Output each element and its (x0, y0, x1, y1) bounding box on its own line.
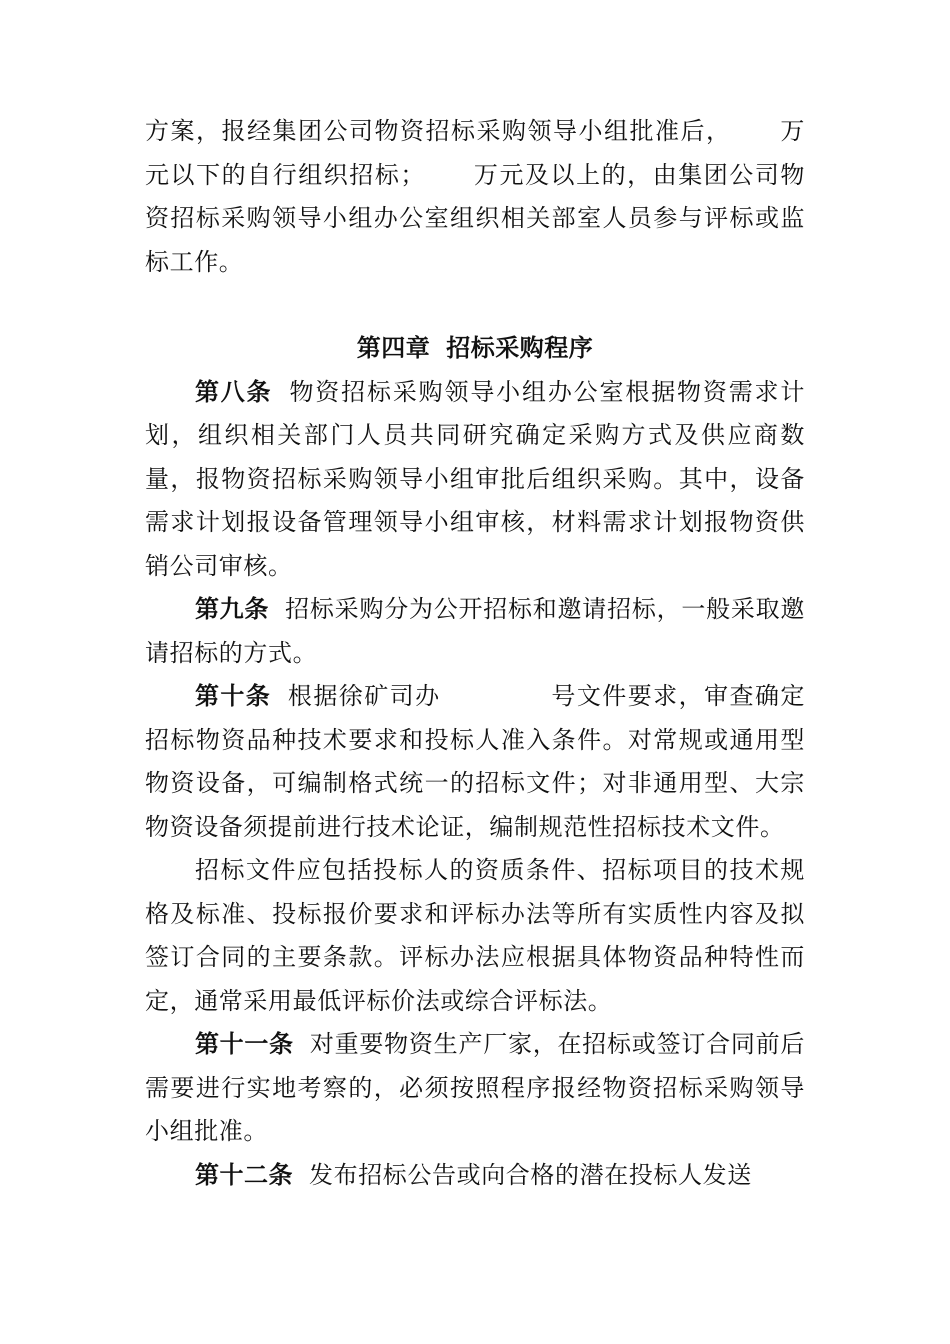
paragraph-intro (145, 110, 805, 284)
document-body (145, 110, 805, 1197)
intro-text-3: 万元及以上的，由集团公司物资招标采购领导小组办公室组织相关部室人员参与评标或监标工作。 (145, 160, 805, 276)
article-9 (145, 588, 805, 675)
article-10-paragraph-2 (145, 849, 805, 1023)
intro-text-2: 万元以下的自行组织招标； (145, 117, 805, 189)
article-text: 物资招标采购领导小组办公室根据物资需求计划，组织相关部门人员共同研究确定采购方式及供应商数量，报物资招标采购领导小组审批后组织采购。其中，设备需求计划报设备管理领导小组审核，材料需求计划报物资供销公司审核。 (145, 377, 805, 580)
article-label: 第八条 (195, 377, 273, 406)
article-text-cont: 号文件要求，审查确定招标物资品种技术要求和投标人准入条件。对常规或通用型物资设备，可编制格式统一的招标文件；对非通用型、大宗物资设备须提前进行技术论证，编制规范性招标技术文件。 (145, 682, 806, 841)
article-label: 第十一条 (195, 1030, 294, 1058)
article-text: 对重要物资生产厂家，在招标或签订合同前后需要进行实地考察的，必须按照程序报经物资招标采购领导小组批准。 (145, 1030, 806, 1145)
article-text: 招标文件应包括投标人的资质条件、招标项目的技术规格及标准、投标报价要求和评标办法等所有实质性内容及拟签订合同的主要条款。评标办法应根据具体物资品种特性而定，通常采用最低评标价法或综合评标法。 (145, 856, 805, 1015)
article-12 (145, 1154, 805, 1198)
chapter-name: 招标采购程序 (446, 334, 594, 362)
article-label: 第十条 (195, 682, 272, 710)
article-label: 第十二条 (195, 1160, 293, 1189)
article-text: 根据徐矿司办 (287, 682, 441, 710)
article-label: 第九条 (195, 595, 269, 623)
article-text: 招标采购分为公开招标和邀请招标，一般采取邀请招标的方式。 (145, 595, 806, 667)
article-11 (145, 1023, 805, 1154)
chapter-number: 第四章 (356, 334, 431, 362)
article-8 (145, 371, 805, 589)
article-text: 发布招标公告或向合格的潜在投标人发送 (309, 1160, 752, 1189)
intro-text-1: 方案，报经集团公司物资招标采购领导小组批准后， (145, 117, 732, 145)
chapter-title (145, 327, 805, 371)
spacer (145, 284, 805, 327)
article-10 (145, 675, 805, 849)
